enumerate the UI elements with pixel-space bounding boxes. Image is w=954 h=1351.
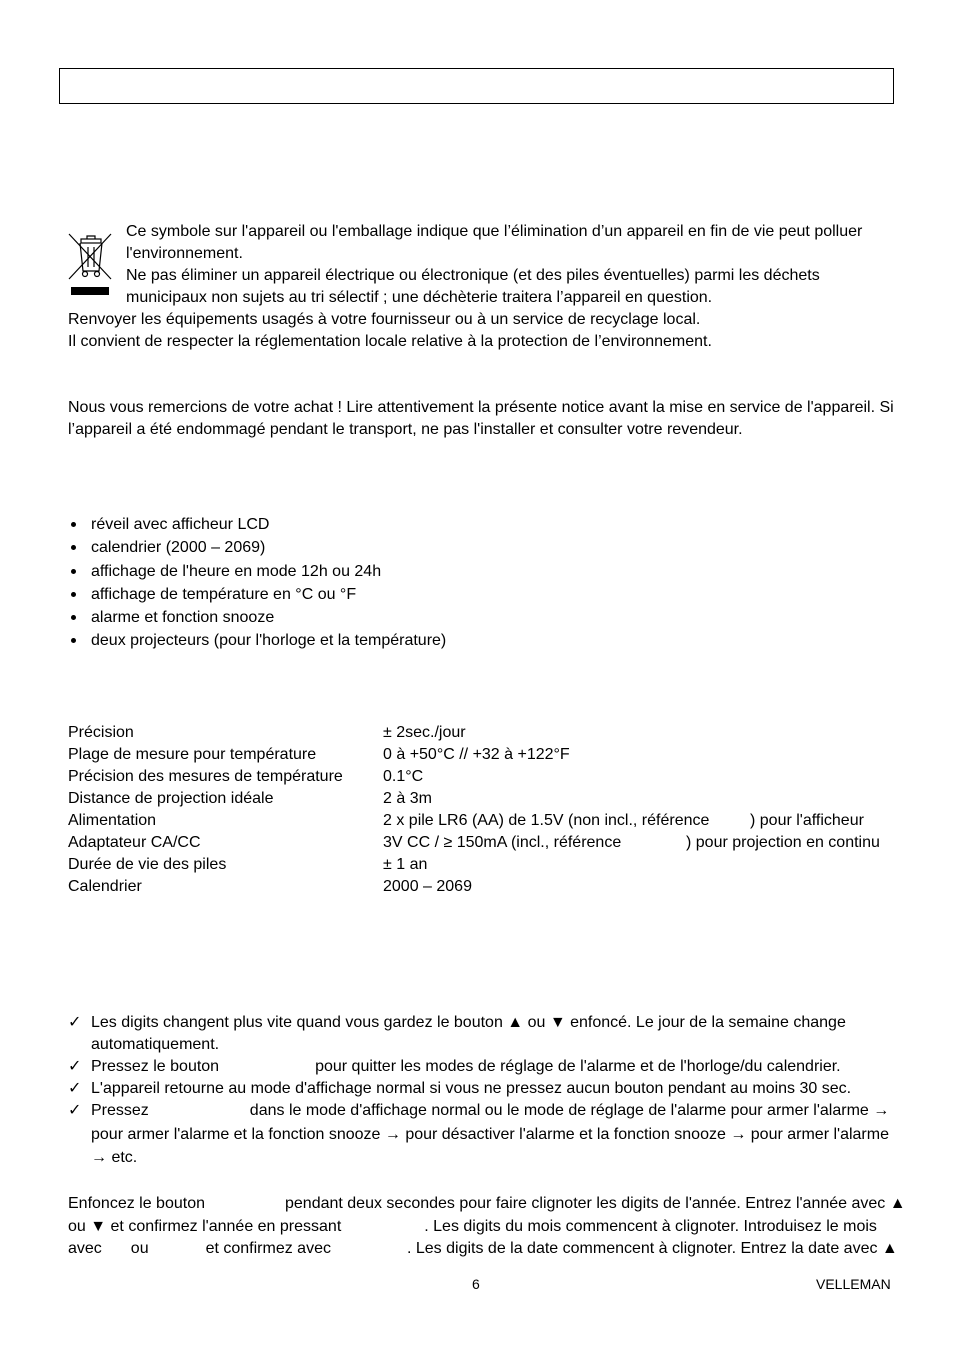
spec-label: Distance de projection idéale	[68, 790, 274, 807]
spec-value: 3V CC / ≥ 150mA (incl., référence	[383, 834, 622, 851]
note-line: Les digits changent plus vite quand vous gardez le bouton ▲ ou ▼ enfoncé. Le jour de la semaine change	[91, 1014, 846, 1031]
list-item	[68, 1056, 888, 1078]
setting-line-2	[68, 1216, 877, 1238]
spec-label: Adaptateur CA/CC	[68, 834, 201, 851]
spec-label: Plage de mesure pour température	[68, 746, 317, 763]
check-mark-icon: ✓	[68, 1102, 82, 1119]
spec-label: Alimentation	[68, 812, 157, 829]
weee-text-line-5: Renvoyer les équipements usagés à votre fournisseur ou à un service de recyclage local.	[68, 311, 701, 328]
spec-value-suffix: ) pour projection en continu	[686, 834, 880, 851]
weee-text-line-1: Ce symbole sur l'appareil ou l'emballage indique que l’élimination d’un appareil en fin de vie peut polluer	[126, 223, 863, 240]
list-item: alarme et fonction snooze	[68, 606, 446, 629]
thanks-text-line-1: Nous vous remercions de votre achat ! Lire attentivement la présente notice avant la mise en service de l'appareil. Si	[68, 399, 894, 416]
list-item: réveil avec afficheur LCD	[68, 513, 446, 536]
check-mark-icon: ✓	[68, 1058, 82, 1075]
list-item: deux projecteurs (pour l'horloge et la température)	[68, 629, 446, 652]
list-item	[68, 1078, 888, 1100]
setting-text: . Les digits du mois commencent à clignoter. Introduisez le mois	[424, 1218, 877, 1235]
list-item: calendrier (2000 – 2069)	[68, 536, 446, 559]
note-text: Pressez	[91, 1102, 149, 1119]
setting-line-1	[68, 1193, 906, 1215]
weee-text-line-3: Ne pas éliminer un appareil électrique ou électronique (et des piles éventuelles) parmi les déchets	[126, 267, 820, 284]
weee-text-line-6: Il convient de respecter la réglementation locale relative à la protection de l’environnement.	[68, 333, 712, 350]
check-mark-icon: ✓	[68, 1014, 82, 1031]
feature-list	[68, 513, 446, 653]
crossed-out-wheelie-bin-icon	[66, 229, 114, 299]
setting-text: pendant deux secondes pour faire clignoter les digits de l'année. Entrez l'année avec ▲	[285, 1195, 906, 1212]
setting-text: Enfoncez le bouton	[68, 1195, 205, 1212]
weee-text-line-4: municipaux non sujets au tri sélectif ; une déchèterie traitera l’appareil en question.	[126, 289, 713, 306]
spec-label: Précision des mesures de température	[68, 768, 343, 785]
spec-value: 2 x pile LR6 (AA) de 1.5V (non incl., référence	[383, 812, 710, 829]
page-number: 6	[472, 1276, 480, 1292]
setting-text: ou ▼ et confirmez l'année en pressant	[68, 1218, 342, 1235]
spec-value: ± 2sec./jour	[383, 724, 466, 741]
setting-text: . Les digits de la date commencent à clignoter. Entrez la date avec ▲	[406, 1240, 898, 1257]
note-text: pour quitter les modes de réglage de l'alarme et de l'horloge/du calendrier.	[315, 1058, 841, 1075]
list-item	[68, 1100, 888, 1170]
spec-label: Durée de vie des piles	[68, 856, 227, 873]
setting-text: et confirmez avec	[205, 1240, 331, 1257]
note-text: Pressez le bouton	[91, 1058, 220, 1075]
note-line: → etc.	[91, 1149, 138, 1166]
spec-value: ± 1 an	[383, 856, 428, 873]
spec-value: 2 à 3m	[383, 790, 432, 807]
check-mark-icon: ✓	[68, 1080, 82, 1097]
weee-text-line-2: l'environnement.	[126, 245, 243, 262]
note-text: dans le mode d'affichage normal ou le mode de réglage de l'alarme pour armer l'alarme →	[249, 1102, 890, 1119]
spec-label: Calendrier	[68, 878, 142, 895]
setting-text: avec	[68, 1240, 102, 1257]
notes-list	[68, 1012, 888, 1170]
section-title-box	[59, 68, 894, 104]
spec-label: Précision	[68, 724, 134, 741]
spec-value: 0 à +50°C // +32 à +122°F	[383, 746, 570, 763]
spec-value-suffix: ) pour l'afficheur	[750, 812, 864, 829]
setting-line-3	[68, 1238, 898, 1260]
note-line: L'appareil retourne au mode d'affichage normal si vous ne pressez aucun bouton pendant au moins 30 sec.	[91, 1080, 852, 1097]
brand-name: VELLEMAN	[816, 1276, 891, 1292]
list-item: affichage de l'heure en mode 12h ou 24h	[68, 560, 446, 583]
list-item	[68, 1012, 888, 1056]
spec-value: 2000 – 2069	[383, 878, 472, 895]
setting-text: ou	[130, 1240, 149, 1257]
note-line: automatiquement.	[91, 1036, 220, 1053]
note-line: pour armer l'alarme et la fonction snooze → pour désactiver l'alarme et la fonction snooze → pour armer l'alarme	[91, 1126, 889, 1143]
spec-value: 0.1°C	[383, 768, 424, 785]
thanks-text-line-2: l’appareil a été endommagé pendant le transport, ne pas l'installer et consulter votre revendeur.	[68, 421, 743, 438]
list-item: affichage de température en °C ou °F	[68, 583, 446, 606]
